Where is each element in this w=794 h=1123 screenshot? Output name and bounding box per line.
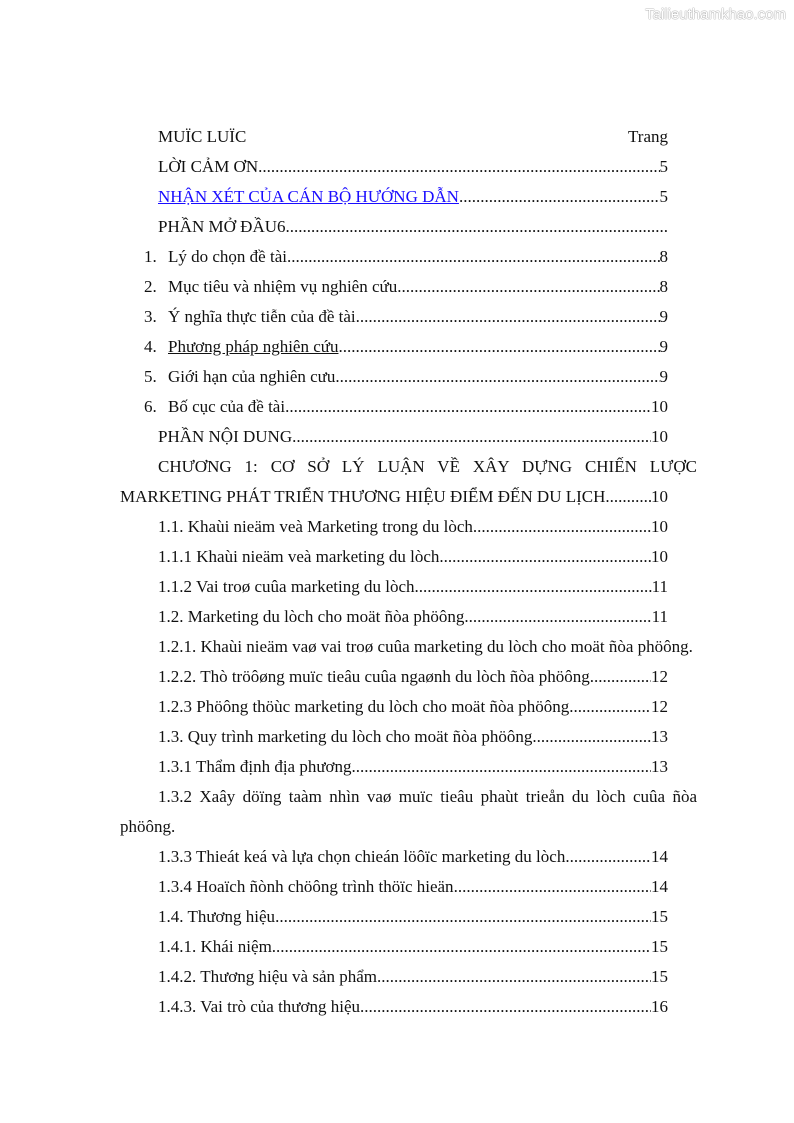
toc-entry-page: 9 (659, 337, 668, 356)
toc-entry-page: 11 (651, 577, 668, 596)
toc-entry-title: phöông. (120, 817, 176, 836)
watermark: Tailieuthamkhao.com (645, 6, 786, 23)
toc-entry-title: PHẦN NỘI DUNG (158, 427, 293, 446)
toc-entry-title: 1.2.2. Thò tröôøng muïc tieâu cuûa ngaønh du lòch ñòa phöông (158, 667, 590, 686)
toc-entry-page: 11 (651, 607, 668, 626)
toc-entry-page: 10 (651, 487, 668, 506)
toc-entry-page: 13 (651, 757, 668, 776)
toc-entry[interactable] (0, 242, 668, 272)
toc-entry-title: Ý nghĩa thực tiễn của đề tài (168, 307, 356, 326)
toc-entry-number: 1. (144, 247, 157, 266)
dot-leader (356, 302, 660, 332)
toc-entry-title: Phương pháp nghiên cứu (168, 337, 339, 356)
toc-entry[interactable] (0, 722, 668, 752)
toc-heading: MUÏC LUÏC (158, 127, 247, 146)
dot-leader (415, 572, 652, 602)
toc-entry-title: LỜI CẢM ƠN (158, 157, 259, 176)
toc-entry[interactable] (0, 692, 668, 722)
toc-entry-title: 1.2.3 Phöông thöùc marketing du lòch cho moät ñòa phöông (158, 697, 570, 716)
toc-entry[interactable] (0, 902, 668, 932)
toc-entry-page: 10 (651, 397, 668, 416)
toc-entry-title: 1.1.2 Vai troø cuûa marketing du lòch (158, 577, 415, 596)
toc-entry-number: 3. (144, 307, 157, 326)
toc-entry-page: 12 (651, 697, 668, 716)
dot-leader (569, 692, 651, 722)
toc-entry-title: 1.1.1 Khaùi nieäm veà marketing du lòch (158, 547, 440, 566)
toc-entry[interactable] (0, 572, 668, 602)
dot-leader (605, 482, 651, 512)
toc-entry[interactable] (0, 392, 668, 422)
toc-entry-page: 15 (651, 967, 668, 986)
toc-entry[interactable] (0, 362, 668, 392)
dot-leader (377, 962, 651, 992)
toc-entry[interactable] (0, 452, 697, 482)
toc-entry-title: 1.3.3 Thieát keá và lựa chọn chieán löôïc marketing du lòch (158, 847, 566, 866)
page-column-label: Trang (628, 127, 668, 146)
toc-entry-number: 6. (144, 397, 157, 416)
toc-entry-link[interactable]: NHẬN XÉT CỦA CÁN BỘ HƯỚNG DẪN (158, 187, 459, 206)
toc-entry[interactable] (0, 332, 668, 362)
toc-entry[interactable] (0, 842, 668, 872)
toc-entry-page: 10 (651, 427, 668, 446)
toc-entry-page: 15 (651, 907, 668, 926)
toc-entry-page: 12 (651, 667, 668, 686)
dot-leader (338, 332, 659, 362)
toc-entry[interactable] (0, 632, 693, 662)
toc-entry[interactable] (0, 662, 668, 692)
toc-entry-title: 1.2. Marketing du lòch cho moät ñòa phöông (158, 607, 465, 626)
toc-entry[interactable] (0, 992, 668, 1022)
toc-entry-page: 14 (651, 847, 668, 866)
dot-leader (286, 212, 668, 242)
toc-entry-title: 1.4.2. Thương hiệu và sản phẩm (158, 967, 378, 986)
dot-leader (285, 392, 651, 422)
toc-entry-number: 2. (144, 277, 157, 296)
toc-entry[interactable] (0, 812, 697, 842)
dot-leader (439, 542, 651, 572)
toc-entry[interactable] (0, 962, 668, 992)
toc-entry[interactable] (0, 482, 668, 512)
toc-entry-page: 15 (651, 937, 668, 956)
toc-entry-title: 1.4. Thương hiệu (158, 907, 276, 926)
dot-leader (275, 902, 651, 932)
toc-entry-title: 1.3. Quy trình marketing du lòch cho moät ñòa phöông (158, 727, 533, 746)
dot-leader (532, 722, 651, 752)
toc-entry-page: 16 (651, 997, 668, 1016)
toc-entry-page: 8 (659, 277, 668, 296)
dot-leader (356, 752, 651, 782)
dot-leader (258, 152, 659, 182)
dot-leader (360, 992, 651, 1022)
dot-leader (590, 662, 651, 692)
toc-entry[interactable] (0, 212, 668, 242)
toc-entry-page: 8 (659, 247, 668, 266)
dot-leader (454, 872, 651, 902)
toc-entry-title: 1.3.2 Xaây döïng taàm nhìn vaø muïc tieâu phaùt trieån du lòch cuûa ñòa (158, 787, 697, 806)
toc-entry-title: CHƯƠNG 1: CƠ SỞ LÝ LUẬN VỀ XÂY DỰNG CHIẾN LƯỢC (158, 457, 697, 476)
toc-entry-number: 5. (144, 367, 157, 386)
dot-leader (292, 422, 651, 452)
toc-entry-page: 13 (651, 727, 668, 746)
toc-entry[interactable] (0, 752, 668, 782)
toc-entry-title: PHẦN MỞ ĐẦU6 (158, 217, 286, 236)
toc-entry-title: Bố cục của đề tài (168, 397, 286, 416)
toc-entry-page: 9 (659, 367, 668, 386)
toc-entry[interactable] (0, 152, 668, 182)
toc-entry[interactable] (0, 512, 668, 542)
dot-leader (565, 842, 651, 872)
toc-entry[interactable] (0, 182, 668, 212)
toc-entry-title: 1.2.1. Khaùi nieäm vaø vai troø cuûa marketing du lòch cho moät ñòa phöông. (158, 637, 693, 656)
toc-entry-number: 4. (144, 337, 157, 356)
toc-entry[interactable] (0, 302, 668, 332)
dot-leader (335, 362, 659, 392)
toc-entry-title: 1.4.3. Vai trò của thương hiệu (158, 997, 361, 1016)
toc-entry-page: 5 (659, 187, 668, 206)
toc-header (0, 122, 668, 152)
toc-entry[interactable] (0, 422, 668, 452)
toc-entry[interactable] (0, 272, 668, 302)
toc-entry-page: 10 (651, 517, 668, 536)
toc-entry-title: Lý do chọn đề tài (168, 247, 287, 266)
dot-leader (287, 242, 660, 272)
dot-leader (272, 932, 651, 962)
toc-entry-title: 1.3.4 Hoaïch ñònh chöông trình thöïc hieän (158, 877, 454, 896)
toc-entry-page: 14 (651, 877, 668, 896)
toc-entry[interactable] (0, 542, 668, 572)
dot-leader (459, 182, 660, 212)
toc-entry-title: 1.3.1 Thẩm định địa phương. (158, 757, 356, 776)
toc-entry-title: Giới hạn của nghiên cưu (168, 367, 336, 386)
toc-entry-page: 9 (659, 307, 668, 326)
toc-entry-title: MARKETING PHÁT TRIỂN THƯƠNG HIỆU ĐIỂM ĐẾN DU LỊCH (120, 487, 606, 506)
toc-entry-page: 10 (651, 547, 668, 566)
dot-leader (464, 602, 651, 632)
toc-entry-title: 1.1. Khaùi nieäm veà Marketing trong du lòch (158, 517, 473, 536)
dot-leader (473, 512, 651, 542)
toc-entry[interactable] (0, 602, 668, 632)
toc-entry-page: 5 (659, 157, 668, 176)
toc-entry-title: 1.4.1. Khái niệm (158, 937, 272, 956)
dot-leader (397, 272, 659, 302)
toc-entry-title: Mục tiêu và nhiệm vụ nghiên cứu (168, 277, 398, 296)
table-of-contents (0, 122, 794, 1022)
toc-entry[interactable] (0, 782, 697, 812)
toc-entry[interactable] (0, 872, 668, 902)
toc-entry[interactable] (0, 932, 668, 962)
